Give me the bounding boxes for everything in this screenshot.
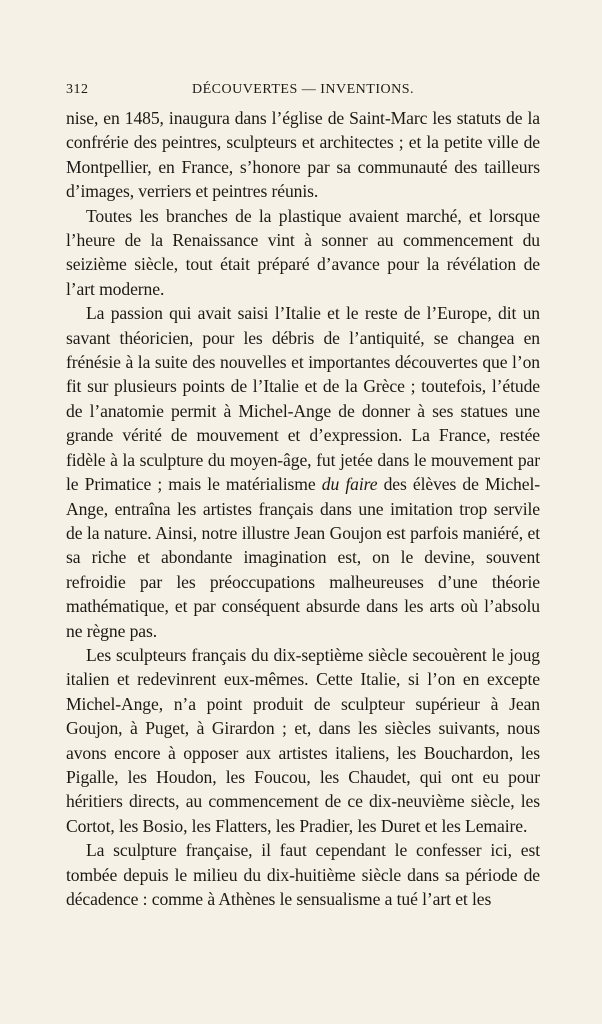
page-number: 312 <box>66 82 89 97</box>
body-text <box>66 106 540 911</box>
paragraph-2: Toutes les branches de la plastique avaient marché, et lorsque l’heure de la Renaissance vint à sonner au commencement du seizième siècle, tout était préparé d’avance pour la révélation de l’art moderne. <box>66 205 540 299</box>
paragraph-3-text-after: des élèves de Michel-Ange, entraîna les artistes français dans une imitation trop servile de la nature. Ainsi, notre illustre Jean Goujon est parfois maniéré, et sa riche et abondante imagination est, on le devine, souvent refroidie par les préoccupations malheureuses d’une théorie mathématique, et par conséquent absurde dans les arts où l’absolu ne règne pas. <box>66 474 540 641</box>
paragraph-3 <box>66 301 540 643</box>
italic-phrase: du faire <box>321 474 378 495</box>
paragraph-4: Les sculpteurs français du dix-septième siècle secouèrent le joug italien et redevinrent eux-mêmes. Cette Italie, si l’on en excepte Michel-Ange, n’a point produit de sculpteur supérieur à Jean Goujon, à Puget, à Girardon ; et, dans les siècles suivants, nous avons encore à opposer aux artistes italiens, les Bouchardon, les Pigalle, les Houdon, les Foucou, les Chaudet, qui ont eu pour héritiers directs, au commencement de ce dix-neuvième siècle, les Cortot, les Bosio, les Flatters, les Pradier, les Duret et les Lemaire. <box>66 644 540 836</box>
running-head <box>66 82 540 106</box>
book-page <box>66 82 540 911</box>
paragraph-3-text: La passion qui avait saisi l’Italie et le reste de l’Europe, dit un savant théoricien, pour les débris de l’antiquité, se changea en frénésie à la suite des nouvelles et importantes découvertes que l’on fit sur plusieurs points de l’Italie et de la Grèce ; toutefois, l’étude de l’anatomie permit à Michel-Ange de donner à ses statues une grande vérité de mouvement et d’expression. La France, restée fidèle à la sculpture du moyen-âge, fut jetée dans le mouvement par le Primatice ; mais le matérialisme <box>66 303 540 495</box>
running-title: DÉCOUVERTES — INVENTIONS. <box>191 82 415 97</box>
paragraph-5: La sculpture française, il faut cependant le confesser ici, est tombée depuis le milieu du dix-huitième siècle dans sa période de décadence : comme à Athènes le sensualisme a tué l’art et les <box>66 840 540 909</box>
paragraph-1: nise, en 1485, inaugura dans l’église de Saint-Marc les statuts de la confrérie des peintres, sculpteurs et architectes ; et la petite ville de Montpellier, en France, s’honore par sa communauté des tailleurs d’images, verriers et peintres réunis. <box>66 108 540 202</box>
